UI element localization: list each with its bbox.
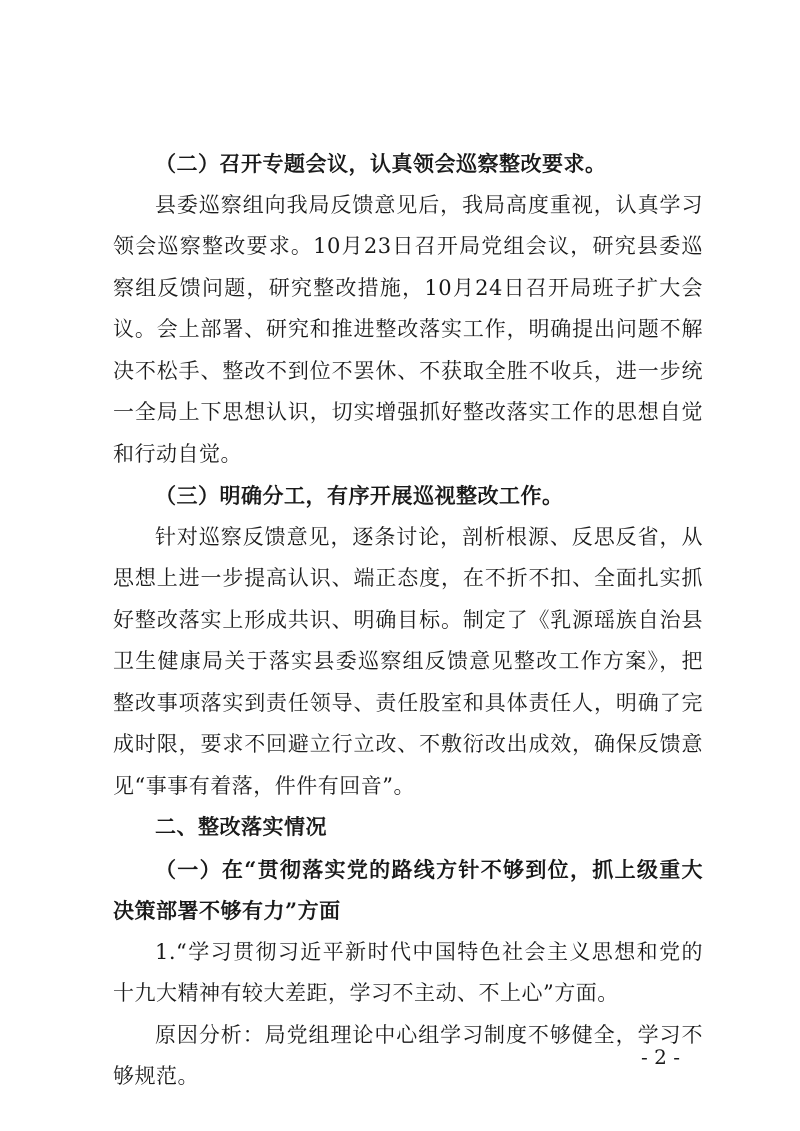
page-number: - 2 - [641,1045,680,1069]
section-heading-item-one: （一）在“贯彻落实党的路线方针不够到位，抓上级重大决策部署不够有力”方面 [113,856,703,923]
paragraph-division-details: 针对巡察反馈意见，逐条讨论，剖析根源、反思反省，从思想上进一步提高认识、端正态度，在不折不扣、全面扎实抓好整改落实上形成共识、明确目标。制定了《乳源瑶族自治县卫生健康局关于落实县委巡察组反馈意见整改工作方案》，把整改事项落实到责任领导、责任股室和具体责任人，明确了完成时限，要求不回避立行立改、不敷衍改出成效，确保反馈意见“事事有着落，件件有回音”。 [113,524,703,798]
paragraph-meeting-details: 县委巡察组向我局反馈意见后，我局高度重视，认真学习领会巡察整改要求。10月23日召开局党组会议，研究县委巡察组反馈问题，研究整改措施，10月24日召开局班子扩大会议。会上部署、研究和推进整改落实工作，明确提出问题不解决不松手、整改不到位不罢休、不获取全胜不收兵，进一步统一全局上下思想认识，切实增强抓好整改落实工作的思想自觉和行动自觉。 [113,192,703,466]
document-body [113,143,703,1098]
paragraph-item-one-sub: 1.“学习贯彻习近平新时代中国特色社会主义思想和党的十九大精神有较大差距，学习不主动、不上心”方面。 [113,939,703,1005]
section-heading-clarify-division: （三）明确分工，有序开展巡视整改工作。 [155,483,564,508]
section-heading-convene-meeting: （二）召开专题会议，认真领会巡察整改要求。 [155,151,607,176]
paragraph-cause-analysis: 原因分析：局党组理论中心组学习制度不够健全，学习不够规范。 [113,1022,703,1088]
chapter-heading-rectification-status: 二、整改落实情况 [155,815,327,839]
